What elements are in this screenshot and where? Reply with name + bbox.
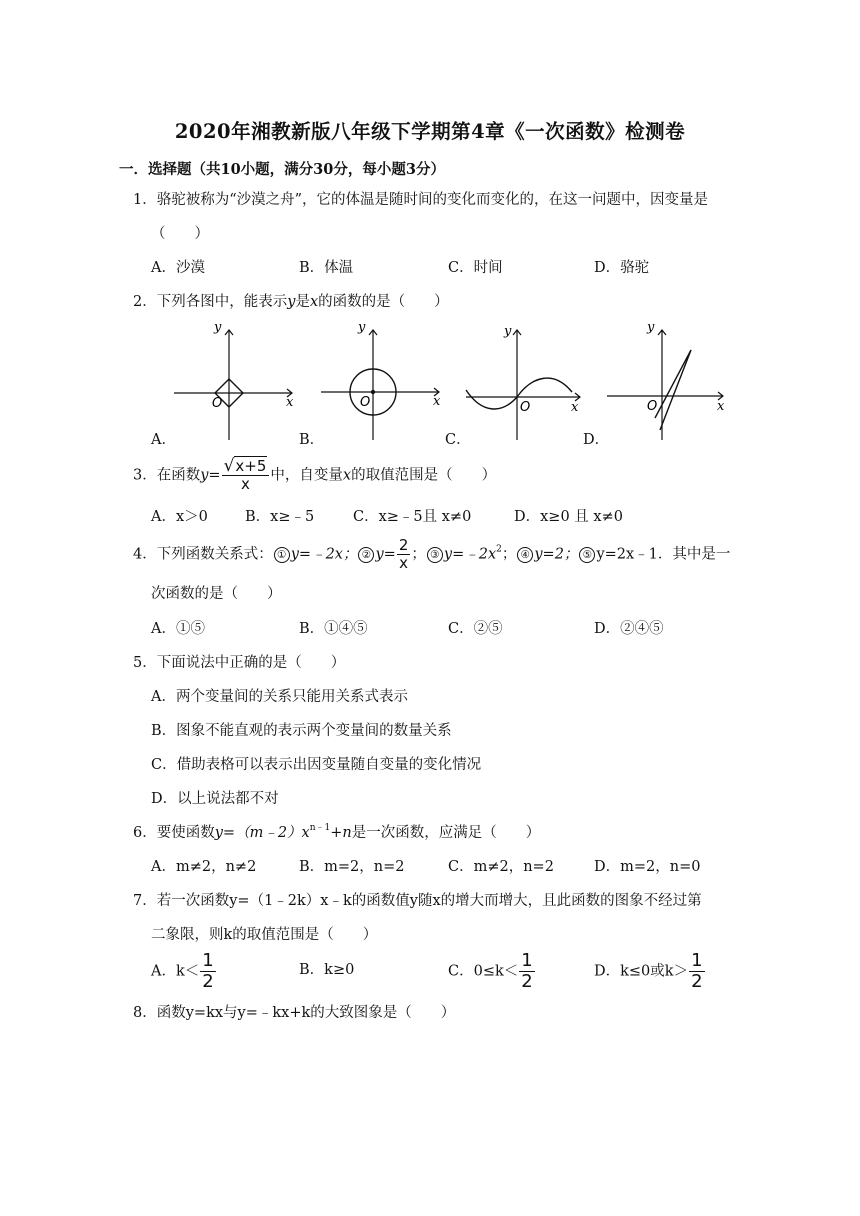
q3-stem-pre: 3．在函数 <box>133 467 201 484</box>
q2-stem-post: 的函数的是（ ） <box>318 294 449 310</box>
q5-option-b: B．图象不能直观的表示两个变量间的数量关系 <box>151 723 452 739</box>
q3-stem-post: 的取值范围是（ ） <box>351 467 497 484</box>
q2-var-x: x <box>309 294 319 310</box>
q8-stem: 8．函数y=kx与y=﹣kx+k的大致图象是（ ） <box>133 1005 456 1021</box>
page-title: 2020年湘教新版八年级下学期第4章《一次函数》检测卷 <box>174 120 686 143</box>
q4-stem-line2: 次函数的是（ ） <box>151 586 282 602</box>
q6-stem-pre: 6．要使函数 <box>133 825 215 841</box>
q2-graph-a <box>168 318 298 444</box>
q2-graph-a-x-label: x <box>286 395 294 410</box>
q6-option-b: B．m=2，n=2 <box>299 859 405 875</box>
q4-circled-3: ③ <box>427 547 443 563</box>
q4-circled-5: ⑤ <box>579 547 595 563</box>
q6-expr: y=（m﹣2）x <box>214 825 310 841</box>
q2-stem <box>133 292 449 312</box>
q3-fraction-denominator: x <box>241 475 250 493</box>
q7-option-a-text: A．k＜ <box>151 963 200 980</box>
q2-var-y: y <box>287 294 296 310</box>
q3-sqrt-content: x+5 <box>235 457 267 475</box>
q2-graph-b-x-label: x <box>433 394 441 409</box>
q7-option-d <box>594 951 706 992</box>
sqrt-icon: √ <box>223 456 235 476</box>
q3-option-b: B．x≥﹣5 <box>245 509 315 525</box>
q4-fraction-numerator: 2 <box>398 536 409 554</box>
q7-option-a <box>151 951 217 992</box>
q3-option-a: A．x＞0 <box>151 509 208 525</box>
q4-option-c: C．②⑤ <box>448 621 503 637</box>
q7-option-d-numerator: 1 <box>691 950 703 971</box>
q4-expr-2-sep: ； <box>411 546 426 563</box>
q5-option-a: A．两个变量间的关系只能用关系式表示 <box>151 689 408 705</box>
q2-graph-d-y-label: y <box>647 320 655 335</box>
q1-stem-line2: （ ） <box>151 226 209 242</box>
q2-graph-b-origin: O <box>360 395 371 410</box>
q2-graph-b <box>315 318 445 444</box>
q2-stem-pre: 2．下列各图中，能表示 <box>133 294 288 310</box>
q7-option-c-text: C．0≤k＜ <box>448 963 519 980</box>
q4-stem-line1 <box>133 537 730 572</box>
q4-expr-3-exponent: 2 <box>496 544 502 555</box>
q2-graph-c-x-label: x <box>571 400 579 415</box>
q4-prefix: 4．下列函数关系式： <box>133 546 273 563</box>
q5-stem: 5．下面说法中正确的是（ ） <box>133 655 346 671</box>
q2-graph-a-origin: O <box>212 396 223 411</box>
q4-option-b: B．①④⑤ <box>299 621 368 637</box>
q3-stem <box>133 458 496 493</box>
q6-option-a: A．m≠2，n≠2 <box>151 859 257 875</box>
section-heading: 一．选择题（共10小题，满分30分，每小题3分） <box>119 161 445 178</box>
q1-option-c: C．时间 <box>448 260 503 276</box>
q7-option-a-numerator: 1 <box>202 950 214 971</box>
q2-option-a: A． <box>151 432 176 448</box>
q6-exponent: n﹣1 <box>309 823 331 833</box>
q4-expr-4: y=2； <box>534 546 579 563</box>
q3-stem-mid: 中，自变量 <box>270 467 343 484</box>
q4-fraction <box>397 537 411 572</box>
q2-graph-d-origin: O <box>647 399 658 414</box>
q7-stem-line1: 7．若一次函数y=（1﹣2k）x﹣k的函数值y随x的增大而增大，且此函数的图象不经过第 <box>133 893 702 909</box>
q2-graph-d-x-label: x <box>717 399 725 414</box>
q2-stem-mid: 是 <box>295 294 310 310</box>
q7-stem-line2: 二象限，则k的取值范围是（ ） <box>151 927 378 943</box>
q7-option-c-numerator: 1 <box>521 950 533 971</box>
q2-option-b: B． <box>299 432 325 448</box>
q6-expr-2: +n <box>330 825 352 841</box>
q4-option-a: A．①⑤ <box>151 621 205 637</box>
q7-option-a-denominator: 2 <box>202 971 214 992</box>
q4-fraction-denominator: x <box>399 554 409 572</box>
q4-expr-3: y=﹣2x <box>443 546 497 563</box>
q2-graph-c-origin: O <box>520 400 531 415</box>
q1-option-d: D．骆驼 <box>594 260 650 276</box>
q1-stem-line1: 1．骆驼被称为“沙漠之舟”，它的体温是随时间的变化而变化的，在这一问题中，因变量是 <box>133 192 709 208</box>
q2-option-c: C． <box>445 432 471 448</box>
q2-graph-d-line <box>655 350 691 418</box>
q7-option-c <box>448 951 536 992</box>
q2-graph-b-y-label: y <box>358 320 366 335</box>
q4-expr-1: y=﹣2x； <box>290 546 358 563</box>
q3-var-x: x <box>342 467 352 484</box>
q7-option-b: B．k≥0 <box>299 962 355 978</box>
q3-option-d: D．x≥0 且 x≠0 <box>514 509 623 525</box>
q4-expr-3-sep: ； <box>501 546 517 563</box>
q3-sqrt <box>224 458 268 475</box>
q2-graph-c-curve <box>466 378 572 409</box>
q2-graph-a-y-label: y <box>214 320 222 335</box>
q2-graph-d <box>603 318 733 444</box>
q1-option-b: B．体温 <box>299 260 354 276</box>
q4-expr-5: y=2x﹣1．其中是一 <box>596 546 731 563</box>
q7-option-d-fraction <box>689 951 704 992</box>
q7-option-a-fraction <box>200 951 215 992</box>
q4-circled-2: ② <box>358 547 374 563</box>
q4-option-d: D．②④⑤ <box>594 621 664 637</box>
q2-graph-c <box>462 318 592 444</box>
q4-circled-1: ① <box>274 547 290 563</box>
q2-graph-d-tail <box>660 350 691 430</box>
q3-y-eq: y= <box>200 467 221 484</box>
q6-option-d: D．m=2，n=0 <box>594 859 701 875</box>
q5-option-d: D．以上说法都不对 <box>151 791 279 807</box>
q4-expr-2: y= <box>375 546 396 563</box>
q7-option-d-text: D．k≤0或k＞ <box>594 963 689 980</box>
q2-option-d: D． <box>583 432 610 448</box>
q7-option-c-denominator: 2 <box>521 971 533 992</box>
q3-fraction <box>222 458 270 493</box>
q7-option-d-denominator: 2 <box>691 971 703 992</box>
q2-graph-c-y-label: y <box>504 324 512 339</box>
q5-option-c: C．借助表格可以表示出因变量随自变量的变化情况 <box>151 757 482 773</box>
q7-option-c-fraction <box>519 951 534 992</box>
q6-stem-post: 是一次函数，应满足（ ） <box>351 825 541 841</box>
q2-graph-b-center-dot <box>371 390 375 394</box>
q4-circled-4: ④ <box>517 547 533 563</box>
q3-option-c: C．x≥﹣5且 x≠0 <box>353 509 472 525</box>
q1-option-a: A．沙漠 <box>151 260 205 276</box>
q6-option-c: C．m≠2，n=2 <box>448 859 554 875</box>
q6-stem <box>133 823 540 843</box>
q3-fraction-numerator <box>222 458 270 476</box>
